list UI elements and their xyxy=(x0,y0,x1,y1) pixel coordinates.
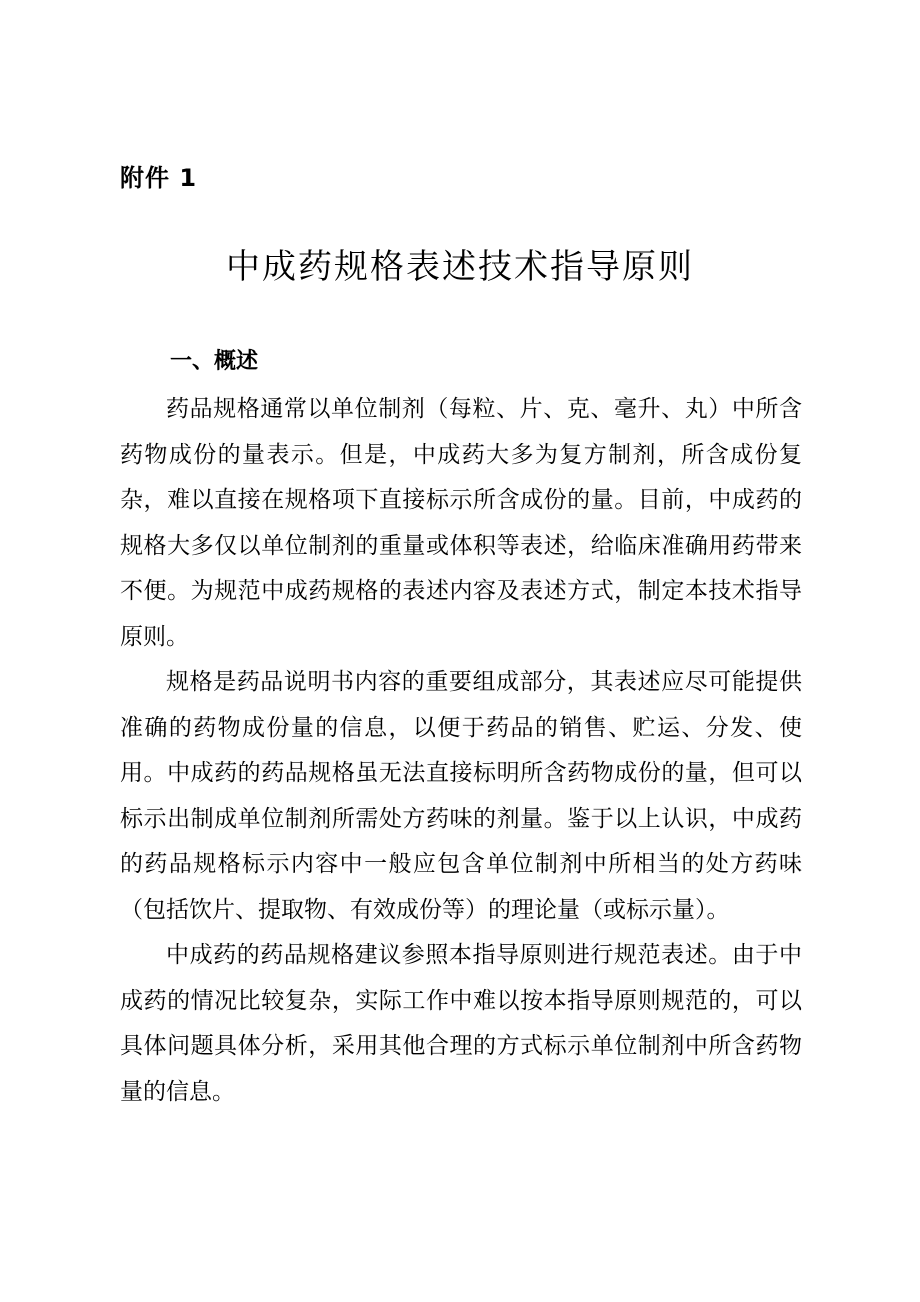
document-title: 中成药规格表述技术指导原则 xyxy=(226,247,694,287)
section-heading-overview: 一、概述 xyxy=(170,349,259,374)
attachment-label: 附件 1 xyxy=(120,164,198,192)
body-paragraph: 规格是药品说明书内容的重要组成部分，其表述应尽可能提供准确的药物成份量的信息，以便于药品的销售、贮运、分发、使用。中成药的药品规格虽无法直接标明所含药物成份的量，但可以标示出制成单位制剂所需处方药味的剂量。鉴于以上认识，中成药的药品规格标示内容中一般应包含单位制剂中所相当的处方药味（包括饮片、提取物、有效成份等）的理论量（或标示量）。 xyxy=(120,669,802,923)
body-paragraph: 中成药的药品规格建议参照本指导原则进行规范表述。由于中成药的情况比较复杂，实际工作中难以按本指导原则规范的，可以具体问题具体分析，采用其他合理的方式标示单位制剂中所含药物量的信息。 xyxy=(120,942,802,1105)
document-body xyxy=(120,387,802,1115)
body-paragraph: 药品规格通常以单位制剂（每粒、片、克、毫升、丸）中所含药物成份的量表示。但是，中成药大多为复方制剂，所含成份复杂，难以直接在规格项下直接标示所含成份的量。目前，中成药的规格大多仅以单位制剂的重量或体积等表述，给临床准确用药带来不便。为规范中成药规格的表述内容及表述方式，制定本技术指导原则。 xyxy=(120,396,802,650)
